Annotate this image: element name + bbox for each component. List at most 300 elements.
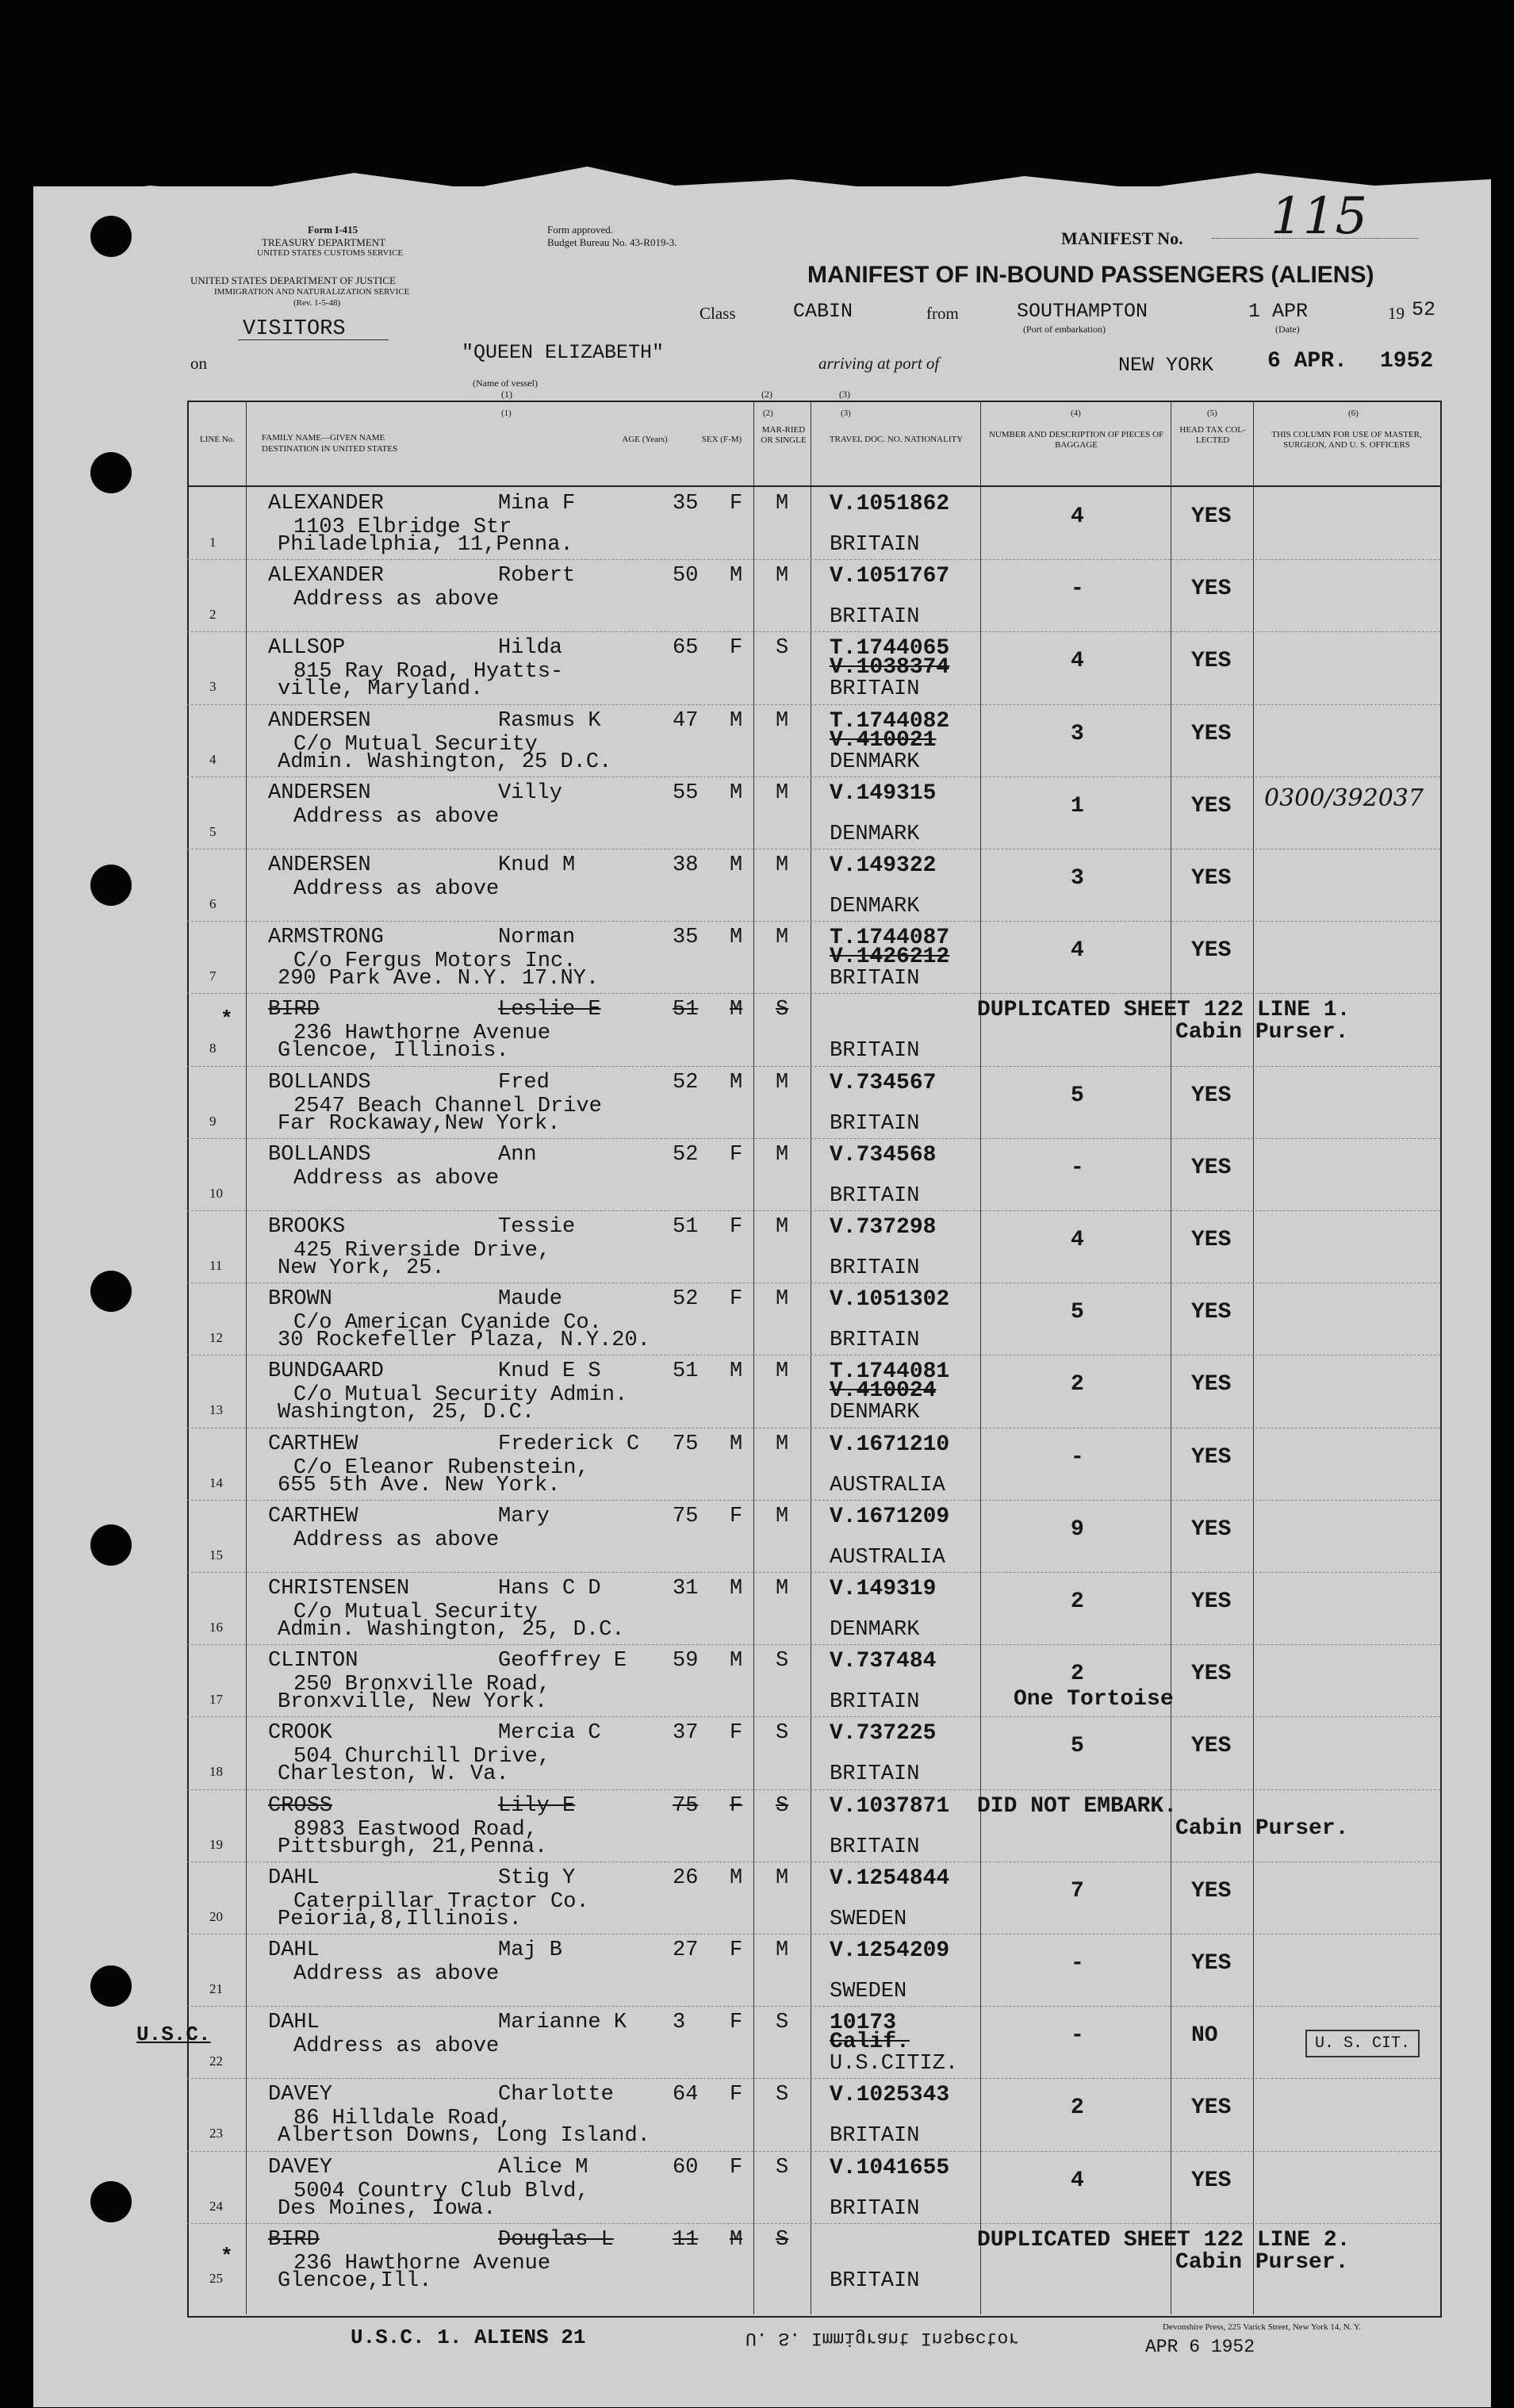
head-tax: YES xyxy=(1191,938,1232,964)
address-line: C/o Eleanor Rubenstein, xyxy=(293,1455,589,1480)
baggage-count: - xyxy=(1071,1155,1084,1180)
baggage-count: 7 xyxy=(1071,1878,1084,1904)
nationality: DENMARK xyxy=(830,750,920,774)
passenger-given-name: Alice M xyxy=(498,2155,588,2180)
usc-margin-mark: U.S.C. xyxy=(136,2023,211,2046)
address-line: 655 5th Ave. New York. xyxy=(278,1473,561,1497)
passenger-surname: ALEXANDER xyxy=(268,492,384,516)
address-line: Des Moines, Iowa. xyxy=(278,2196,496,2221)
travel-doc-number: V.1041655 xyxy=(830,2155,950,2180)
passenger-age: 52 xyxy=(673,1070,699,1095)
marital-status: M xyxy=(776,1070,789,1095)
travel-doc-number: V.1671209 xyxy=(830,1504,950,1529)
passenger-given-name: Stig Y xyxy=(498,1865,576,1890)
passenger-surname: CHRISTENSEN xyxy=(268,1577,410,1601)
baggage-count: - xyxy=(1071,1444,1084,1470)
justice-label: UNITED STATES DEPARTMENT OF JUSTICE xyxy=(190,274,396,286)
passenger-given-name: Hilda xyxy=(498,636,563,661)
address-line: 5004 Country Club Blvd, xyxy=(293,2179,589,2203)
address-line: 2547 Beach Channel Drive xyxy=(293,1094,602,1118)
passenger-age: 26 xyxy=(673,1865,699,1890)
annotation: DUPLICATED SHEET 122 LINE 1. xyxy=(977,998,1351,1023)
row-divider xyxy=(187,2078,1440,2079)
manifest-no-label: MANIFEST No. xyxy=(1061,228,1183,248)
passenger-given-name: Ann xyxy=(498,1142,537,1167)
baggage-count: 5 xyxy=(1071,1734,1084,1759)
address-line: 250 Bronxville Road, xyxy=(293,1673,551,1697)
address-line: C/o Mutual Security Admin. xyxy=(293,1383,628,1408)
travel-doc-number: V.734567 xyxy=(830,1070,937,1095)
baggage-count: 4 xyxy=(1071,938,1084,964)
baggage-count: 3 xyxy=(1071,866,1084,891)
address-line: Address as above xyxy=(293,2034,500,2059)
line-number: 13 xyxy=(209,1402,223,1418)
baggage-count: - xyxy=(1071,1951,1084,1976)
baggage-count: 2 xyxy=(1071,1589,1084,1614)
passenger-sex: M xyxy=(730,1432,743,1456)
travel-doc-old: Calif. xyxy=(830,2030,910,2055)
nationality: SWEDEN xyxy=(830,1980,907,2003)
address-line: Peioria,8,Illinois. xyxy=(278,1907,522,1931)
passenger-age: 55 xyxy=(673,780,699,805)
marital-status: S xyxy=(776,636,789,661)
address-line: Washington, 25, D.C. xyxy=(278,1401,535,1425)
travel-doc-number: V.1037871 xyxy=(830,1793,950,1819)
head-tax: YES xyxy=(1191,1517,1232,1542)
travel-doc-number: V.149322 xyxy=(830,853,937,878)
arriving-label: arriving at port of xyxy=(818,354,940,373)
passenger-age: 75 xyxy=(673,1504,699,1528)
annotation-purser: Cabin Purser. xyxy=(1175,1816,1349,1841)
address-line: C/o Mutual Security xyxy=(293,1601,538,1624)
col-travel-doc: TRAVEL DOC. NO. NATIONALITY xyxy=(829,435,964,444)
nationality: BRITAIN xyxy=(830,2124,920,2149)
head-tax: YES xyxy=(1191,1228,1232,1252)
nationality: DENMARK xyxy=(830,822,920,846)
col-num: (6) xyxy=(1348,408,1359,418)
vessel-label: (Name of vessel) xyxy=(473,378,538,389)
manifest-title: MANIFEST OF IN-BOUND PASSENGERS (ALIENS) xyxy=(807,262,1374,288)
line-number: 22 xyxy=(209,2053,223,2069)
punch-hole xyxy=(90,2181,132,2222)
passenger-surname: DAHL xyxy=(268,2011,320,2035)
passenger-sex: M xyxy=(730,1649,743,1674)
port-embark-label: (Port of embarkation) xyxy=(1023,324,1106,335)
address-line: 30 Rockefeller Plaza, N.Y.20. xyxy=(278,1329,650,1353)
travel-doc-old: V.410021 xyxy=(830,727,937,753)
baggage-count: - xyxy=(1071,2023,1084,2049)
line-number: 11 xyxy=(209,1258,223,1273)
col-name: FAMILY NAME—GIVEN NAME xyxy=(262,433,385,443)
sub-col-1: (1) xyxy=(501,389,512,400)
passenger-sex: M xyxy=(730,998,743,1022)
nationality: BRITAIN xyxy=(830,1690,920,1715)
duplicate-star: * xyxy=(220,2245,233,2268)
row-divider xyxy=(187,1500,1440,1501)
travel-doc-number: V.1051767 xyxy=(830,564,950,589)
address-line: Glencoe, Illinois. xyxy=(278,1039,509,1064)
passenger-given-name: Leslie E xyxy=(498,998,601,1022)
address-line: Address as above xyxy=(293,1528,500,1552)
passenger-surname: ALEXANDER xyxy=(268,564,384,589)
travel-doc-number: V.1254844 xyxy=(830,1865,950,1891)
address-line: 236 Hawthorne Avenue xyxy=(293,2251,551,2276)
passenger-sex: F xyxy=(730,1215,743,1239)
passenger-age: 52 xyxy=(673,1287,699,1312)
marital-status: S xyxy=(776,2011,789,2035)
handwritten-note: 0300/392037 xyxy=(1264,784,1424,812)
head-tax: YES xyxy=(1191,2095,1232,2121)
printer-line: Devonshire Press, 225 Varick Street, New York 14, N. Y. xyxy=(1163,2322,1362,2332)
passenger-age: 31 xyxy=(673,1577,699,1601)
passenger-surname: DAVEY xyxy=(268,2083,333,2107)
row-divider xyxy=(187,1789,1440,1790)
nationality: BRITAIN xyxy=(830,1039,920,1064)
inspector-stamp: U. S. Immigrant Inspector xyxy=(746,2328,1020,2349)
nationality: SWEDEN xyxy=(830,1907,907,1931)
departure-date: 1 APR xyxy=(1248,300,1309,323)
address-line: 86 Hilldale Road, xyxy=(293,2107,512,2131)
passenger-given-name: Knud M xyxy=(498,853,576,877)
punch-hole xyxy=(90,865,132,906)
passenger-sex: F xyxy=(730,1721,743,1746)
header-rule xyxy=(187,485,1440,487)
address-line: Address as above xyxy=(293,1962,500,1986)
address-line: Admin. Washington, 25, D.C. xyxy=(278,1618,625,1642)
date-label: (Date) xyxy=(1275,324,1300,335)
nationality: AUSTRALIA xyxy=(830,1473,945,1497)
head-tax: YES xyxy=(1191,1878,1232,1904)
col-age: AGE (Years) xyxy=(622,435,668,444)
passenger-given-name: Maj B xyxy=(498,1938,563,1962)
stamp-date: APR 6 1952 xyxy=(1145,2337,1255,2357)
line-number: 2 xyxy=(209,607,217,623)
address-line: New York, 25. xyxy=(278,1256,445,1280)
vessel-name: "QUEEN ELIZABETH" xyxy=(462,341,665,364)
passenger-surname: ALLSOP xyxy=(268,636,346,661)
budget-label: Budget Bureau No. 43-R019-3. xyxy=(547,236,677,248)
head-tax: YES xyxy=(1191,1734,1232,1759)
passenger-sex: F xyxy=(730,2011,743,2035)
address-line: Address as above xyxy=(293,877,500,901)
visitors-label: VISITORS xyxy=(243,317,346,341)
row-divider xyxy=(187,2223,1440,2224)
row-divider xyxy=(187,1644,1440,1645)
passenger-surname: CARTHEW xyxy=(268,1504,358,1528)
address-line: Admin. Washington, 25 D.C. xyxy=(278,750,612,774)
passenger-surname: ANDERSEN xyxy=(268,780,371,805)
address-line: Glencoe,Ill. xyxy=(278,2268,432,2293)
marital-status: S xyxy=(776,2155,789,2180)
marital-status: M xyxy=(776,1287,789,1312)
address-line: Address as above xyxy=(293,588,500,612)
marital-status: M xyxy=(776,1432,789,1456)
travel-doc-number: 10173 xyxy=(830,2011,897,2036)
passenger-surname: DAHL xyxy=(268,1938,320,1962)
line-number: 18 xyxy=(209,1764,223,1780)
marital-status: M xyxy=(776,1504,789,1528)
address-line: C/o Mutual Security xyxy=(293,732,538,757)
travel-doc-number: T.1744087 xyxy=(830,926,950,951)
marital-status: S xyxy=(776,998,789,1022)
baggage-count: 2 xyxy=(1071,1662,1084,1687)
line-number: 1 xyxy=(209,535,217,550)
travel-doc-number: V.737484 xyxy=(830,1649,937,1674)
passenger-surname: BIRD xyxy=(268,998,320,1022)
passenger-age: 35 xyxy=(673,926,699,950)
passenger-sex: M xyxy=(730,926,743,950)
passenger-age: 51 xyxy=(673,1215,699,1239)
treasury-label: TREASURY DEPARTMENT xyxy=(262,236,386,248)
passenger-age: 51 xyxy=(673,1359,699,1384)
head-tax: NO xyxy=(1191,2023,1218,2049)
head-tax: YES xyxy=(1191,1300,1232,1325)
address-line: Address as above xyxy=(293,1166,500,1191)
passenger-given-name: Rasmus K xyxy=(498,708,601,733)
baggage-count: 9 xyxy=(1071,1517,1084,1542)
line-number: 25 xyxy=(209,2270,223,2286)
passenger-sex: M xyxy=(730,708,743,733)
line-number: 7 xyxy=(209,968,217,984)
passenger-surname: BROOKS xyxy=(268,1215,346,1239)
passenger-sex: M xyxy=(730,853,743,877)
passenger-surname: ANDERSEN xyxy=(268,853,371,877)
passenger-sex: M xyxy=(730,1070,743,1095)
col-num: (1) xyxy=(501,408,512,418)
passenger-sex: M xyxy=(730,1359,743,1384)
travel-doc-number: V.734568 xyxy=(830,1142,937,1168)
annotation-purser: Cabin Purser. xyxy=(1175,2249,1349,2275)
passenger-given-name: Villy xyxy=(498,780,563,805)
passenger-surname: CROSS xyxy=(268,1793,333,1818)
passenger-surname: BIRD xyxy=(268,2227,320,2252)
approved-label: Form approved. xyxy=(547,224,614,236)
passenger-given-name: Tessie xyxy=(498,1215,576,1239)
passenger-surname: BOLLANDS xyxy=(268,1070,371,1095)
head-tax: YES xyxy=(1191,1444,1232,1470)
class-value: CABIN xyxy=(793,300,853,323)
passenger-age: 37 xyxy=(673,1721,699,1746)
marital-status: M xyxy=(776,708,789,733)
travel-doc-number: V.737298 xyxy=(830,1215,937,1240)
passenger-age: 50 xyxy=(673,564,699,589)
nationality: AUSTRALIA xyxy=(830,1545,945,1570)
nationality: BRITAIN xyxy=(830,677,920,702)
head-tax: YES xyxy=(1191,577,1232,602)
address-line: ville, Maryland. xyxy=(278,677,484,702)
passenger-surname: CROOK xyxy=(268,1721,333,1746)
col-num: (3) xyxy=(841,408,851,418)
passenger-age: 47 xyxy=(673,708,699,733)
baggage-count: 4 xyxy=(1071,649,1084,674)
travel-doc-number: V.1051862 xyxy=(830,492,950,516)
line-number: 24 xyxy=(209,2198,223,2214)
passenger-given-name: Norman xyxy=(498,926,576,950)
customs-label: UNITED STATES CUSTOMS SERVICE xyxy=(257,248,404,258)
passenger-age: 51 xyxy=(673,998,699,1022)
passenger-age: 38 xyxy=(673,853,699,877)
address-line: C/o American Cyanide Co. xyxy=(293,1311,602,1336)
duplicate-star: * xyxy=(220,1007,233,1031)
address-line: Albertson Downs, Long Island. xyxy=(278,2124,650,2149)
address-line: Address as above xyxy=(293,804,500,829)
line-number: 6 xyxy=(209,896,217,911)
row-divider xyxy=(187,631,1440,632)
passenger-given-name: Douglas L xyxy=(498,2227,614,2252)
col-divider xyxy=(1253,401,1254,2314)
passenger-given-name: Lily E xyxy=(498,1793,576,1818)
passenger-surname: BROWN xyxy=(268,1287,333,1312)
baggage-count: 2 xyxy=(1071,2095,1084,2121)
travel-doc-number: V.737225 xyxy=(830,1721,937,1747)
baggage-count: 5 xyxy=(1071,1300,1084,1325)
marital-status: M xyxy=(776,926,789,950)
departure-year: 52 xyxy=(1412,298,1436,321)
nationality: BRITAIN xyxy=(830,1762,920,1787)
passenger-sex: M xyxy=(730,2227,743,2252)
row-divider xyxy=(187,704,1440,705)
marital-status: M xyxy=(776,853,789,877)
annotation: DUPLICATED SHEET 122 LINE 2. xyxy=(977,2227,1351,2253)
passenger-age: 75 xyxy=(673,1793,699,1818)
col-head-tax: HEAD TAX COL-LECTED xyxy=(1179,425,1246,445)
punch-hole xyxy=(90,216,132,257)
col-married: MAR-RIED OR SINGLE xyxy=(761,425,807,445)
address-line: 1103 Elbridge Str xyxy=(293,516,512,539)
head-tax: YES xyxy=(1191,1083,1232,1108)
arrival-port: NEW YORK xyxy=(1118,354,1214,377)
line-number: 5 xyxy=(209,823,217,839)
baggage-count: 2 xyxy=(1071,1372,1084,1398)
head-tax: YES xyxy=(1191,1372,1232,1398)
address-line: C/o Fergus Motors Inc. xyxy=(293,949,577,974)
passenger-sex: F xyxy=(730,492,743,516)
line-number: 8 xyxy=(209,1041,217,1056)
passenger-sex: F xyxy=(730,1938,743,1962)
row-divider xyxy=(187,1572,1440,1573)
travel-doc-number: V.149315 xyxy=(830,780,937,806)
baggage-count: 3 xyxy=(1071,721,1084,746)
col-line-no: LINE No. xyxy=(200,435,235,444)
line-number: 9 xyxy=(209,1113,217,1129)
col-divider xyxy=(246,401,247,2314)
line-number: 23 xyxy=(209,2126,223,2142)
nationality: DENMARK xyxy=(830,895,920,918)
nationality: BRITAIN xyxy=(830,1183,920,1208)
nationality: BRITAIN xyxy=(830,1111,920,1136)
col-officers: THIS COLUMN FOR USE OF MASTER, SURGEON, AND U. S. OFFICERS xyxy=(1271,430,1422,450)
line-number: 12 xyxy=(209,1330,223,1346)
travel-doc-number: V.1254209 xyxy=(830,1938,950,1963)
head-tax: YES xyxy=(1191,721,1232,746)
arrival-year: 1952 xyxy=(1380,349,1434,374)
col-sex: SEX (F-M) xyxy=(701,435,742,444)
line-number: 17 xyxy=(209,1692,223,1708)
marital-status: M xyxy=(776,1359,789,1384)
passenger-sex: F xyxy=(730,1287,743,1312)
passenger-age: 3 xyxy=(673,2011,686,2035)
marital-status: S xyxy=(776,2227,789,2252)
passenger-age: 60 xyxy=(673,2155,699,2180)
travel-doc-number: V.1025343 xyxy=(830,2083,950,2108)
form-id: Form I-415 xyxy=(308,224,358,236)
passenger-given-name: Geoffrey E xyxy=(498,1649,627,1674)
address-line: Charleston, W. Va. xyxy=(278,1762,509,1787)
marital-status: M xyxy=(776,780,789,805)
line-number: 15 xyxy=(209,1547,223,1563)
passenger-age: 35 xyxy=(673,492,699,516)
arrival-date: 6 APR. xyxy=(1267,349,1347,374)
passenger-sex: F xyxy=(730,2155,743,2180)
address-line: Pittsburgh, 21,Penna. xyxy=(278,1835,548,1859)
marital-status: M xyxy=(776,564,789,589)
nationality: BRITAIN xyxy=(830,533,920,557)
line-number: 16 xyxy=(209,1620,223,1635)
passenger-given-name: Fred xyxy=(498,1070,550,1095)
annotation: DID NOT EMBARK. xyxy=(977,1793,1178,1819)
passenger-surname: BOLLANDS xyxy=(268,1142,371,1167)
baggage-count: 4 xyxy=(1071,504,1084,529)
row-divider xyxy=(187,921,1440,922)
baggage-count: 5 xyxy=(1071,1083,1084,1108)
line-number: 21 xyxy=(209,1981,223,1996)
baggage-count: 4 xyxy=(1071,1228,1084,1252)
address-line: Far Rockaway,New York. xyxy=(278,1111,561,1136)
passenger-given-name: Charlotte xyxy=(498,2083,614,2107)
nationality: BRITAIN xyxy=(830,2196,920,2221)
passenger-given-name: Hans C D xyxy=(498,1577,601,1601)
row-divider xyxy=(187,776,1440,777)
head-tax: YES xyxy=(1191,649,1232,674)
passenger-age: 52 xyxy=(673,1142,699,1167)
passenger-surname: CARTHEW xyxy=(268,1432,358,1456)
head-tax: YES xyxy=(1191,793,1232,819)
address-line: 290 Park Ave. N.Y. 17.NY. xyxy=(278,967,600,991)
travel-doc-number: T.1744065 xyxy=(830,636,950,661)
address-line: 815 Ray Road, Hyatts- xyxy=(293,660,564,684)
passenger-given-name: Marianne K xyxy=(498,2011,627,2035)
marital-status: M xyxy=(776,492,789,516)
passenger-sex: M xyxy=(730,1865,743,1890)
marital-status: S xyxy=(776,1793,789,1818)
col-num: (5) xyxy=(1207,408,1217,418)
travel-doc-number: V.1051302 xyxy=(830,1287,950,1313)
passenger-sex: M xyxy=(730,564,743,589)
line-number: 14 xyxy=(209,1474,223,1490)
col-divider xyxy=(980,401,981,2314)
on-label: on xyxy=(190,354,207,373)
address-line: 8983 Eastwood Road, xyxy=(293,1817,538,1842)
travel-doc-number: V.1671210 xyxy=(830,1432,950,1457)
punch-hole xyxy=(90,1271,132,1312)
address-line: Caterpillar Tractor Co. xyxy=(293,1889,589,1914)
head-tax: YES xyxy=(1191,504,1232,529)
row-divider xyxy=(187,993,1440,994)
nationality: BRITAIN xyxy=(830,967,920,991)
nationality: DENMARK xyxy=(830,1618,920,1642)
marital-status: S xyxy=(776,2083,789,2107)
address-line: Philadelphia, 11,Penna. xyxy=(278,533,573,557)
passenger-surname: CLINTON xyxy=(268,1649,358,1674)
nationality: BRITAIN xyxy=(830,1835,920,1859)
address-line: 504 Churchill Drive, xyxy=(293,1745,551,1770)
punch-hole xyxy=(90,1524,132,1566)
line-number: 10 xyxy=(209,1185,223,1201)
head-tax: YES xyxy=(1191,1155,1232,1180)
passenger-given-name: Mina F xyxy=(498,492,576,516)
passenger-given-name: Mercia C xyxy=(498,1721,601,1746)
manifest-number: 115 xyxy=(1271,187,1368,246)
